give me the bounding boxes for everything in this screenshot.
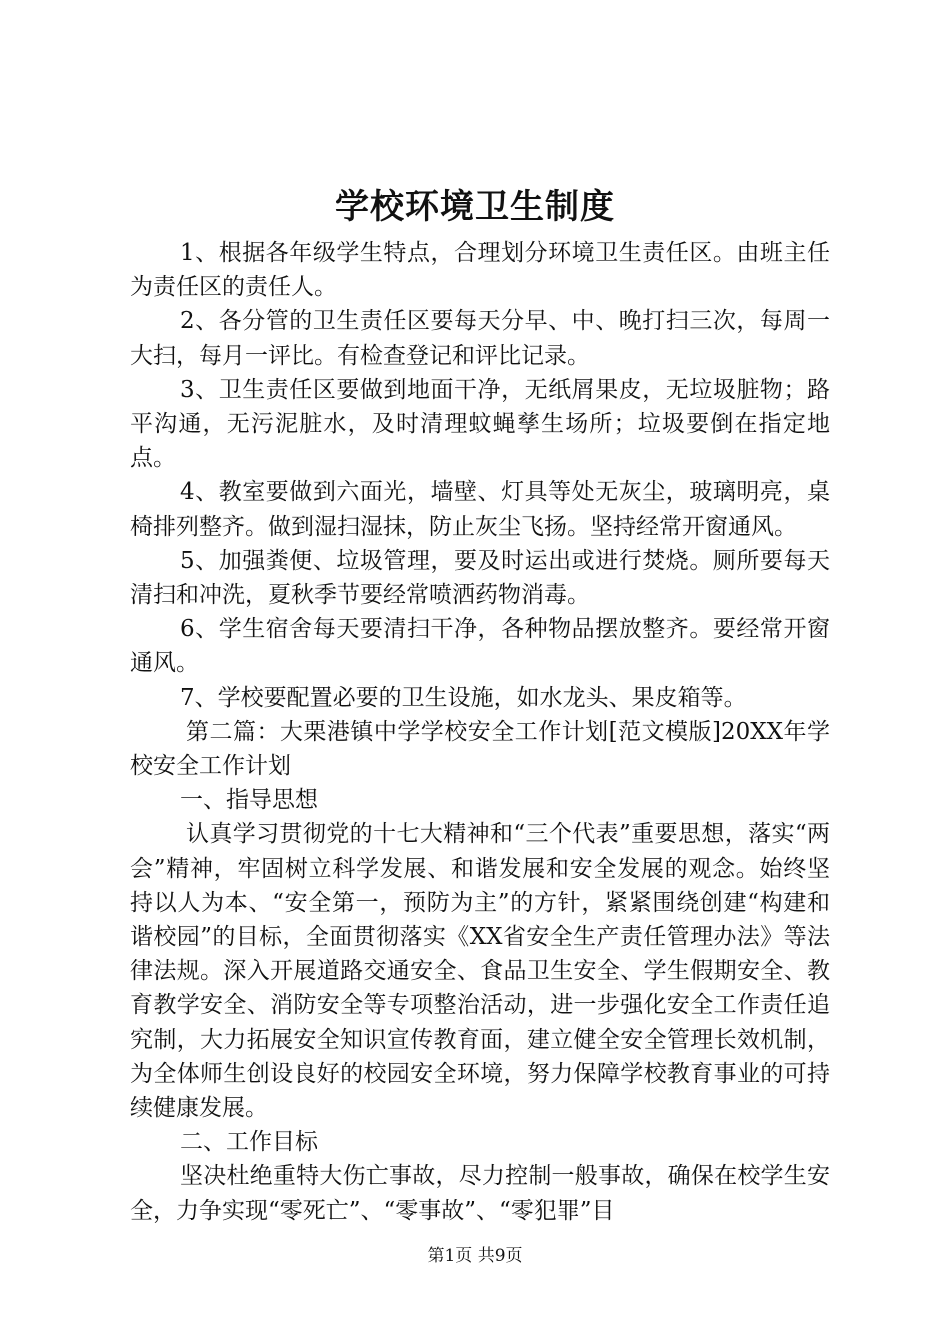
paragraph-item-1: 1、根据各年级学生特点，合理划分环境卫生责任区。由班主任为责任区的责任人。 xyxy=(130,240,830,301)
document-body xyxy=(130,236,830,1228)
section-heading-work-goals: 二、工作目标 xyxy=(180,1129,318,1156)
page-footer: 第1页 共9页 xyxy=(427,1246,523,1266)
paragraph-item-3: 3、卫生责任区要做到地面干净，无纸屑果皮，无垃圾脏物；路平沟通，无污泥脏水，及时清理蚊蝇孳生场所；垃圾要倒在指定地点。 xyxy=(130,376,830,472)
paragraph-item-2: 2、各分管的卫生责任区要每天分早、中、晚打扫三次，每周一大扫，每月一评比。有检查登记和评比记录。 xyxy=(130,308,830,369)
paragraph-item-7: 7、学校要配置必要的卫生设施，如水龙头、果皮箱等。 xyxy=(180,684,747,711)
paragraph-item-4: 4、教室要做到六面光，墙壁、灯具等处无灰尘，玻璃明亮，桌椅排列整齐。做到湿扫湿抹，防止灰尘飞扬。坚持经常开窗通风。 xyxy=(130,479,830,540)
paragraph-guiding-ideology: 认真学习贯彻党的十七大精神和“三个代表”重要思想，落实“两会”精神，牢固树立科学发展、和谐发展和安全发展的观念。始终坚持以人为本、“安全第一，预防为主”的方针，紧紧围绕创建“构建和谐校园”的目标，全面贯彻落实《XX省安全生产责任管理办法》等法律法规。深入开展道路交通安全、食品卫生安全、学生假期安全、教育教学安全、消防安全等专项整治活动，进一步强化安全工作责任追究制，大力拓展安全知识宣传教育面，建立健全安全管理长效机制，为全体师生创设良好的校园安全环境，努力保障学校教育事业的可持续健康发展。 xyxy=(130,821,830,1122)
document-title: 学校环境卫生制度 xyxy=(335,187,615,227)
paragraph-item-5: 5、加强粪便、垃圾管理，要及时运出或进行焚烧。厕所要每天清扫和冲洗，夏秋季节要经常喷洒药物消毒。 xyxy=(130,547,830,609)
paragraph-item-6: 6、学生宿舍每天要清扫干净，各种物品摆放整齐。要经常开窗通风。 xyxy=(130,616,830,677)
paragraph-work-goals: 坚决杜绝重特大伤亡事故，尽力控制一般事故，确保在校学生安全，力争实现“零死亡”、“零事故”、“零犯罪”目 xyxy=(130,1163,830,1224)
section-heading-part-two: 第二篇：大栗港镇中学学校安全工作计划[范文模版]20XX年学校安全工作计划 xyxy=(130,718,830,780)
section-heading-guiding-ideology: 一、指导思想 xyxy=(180,787,318,814)
